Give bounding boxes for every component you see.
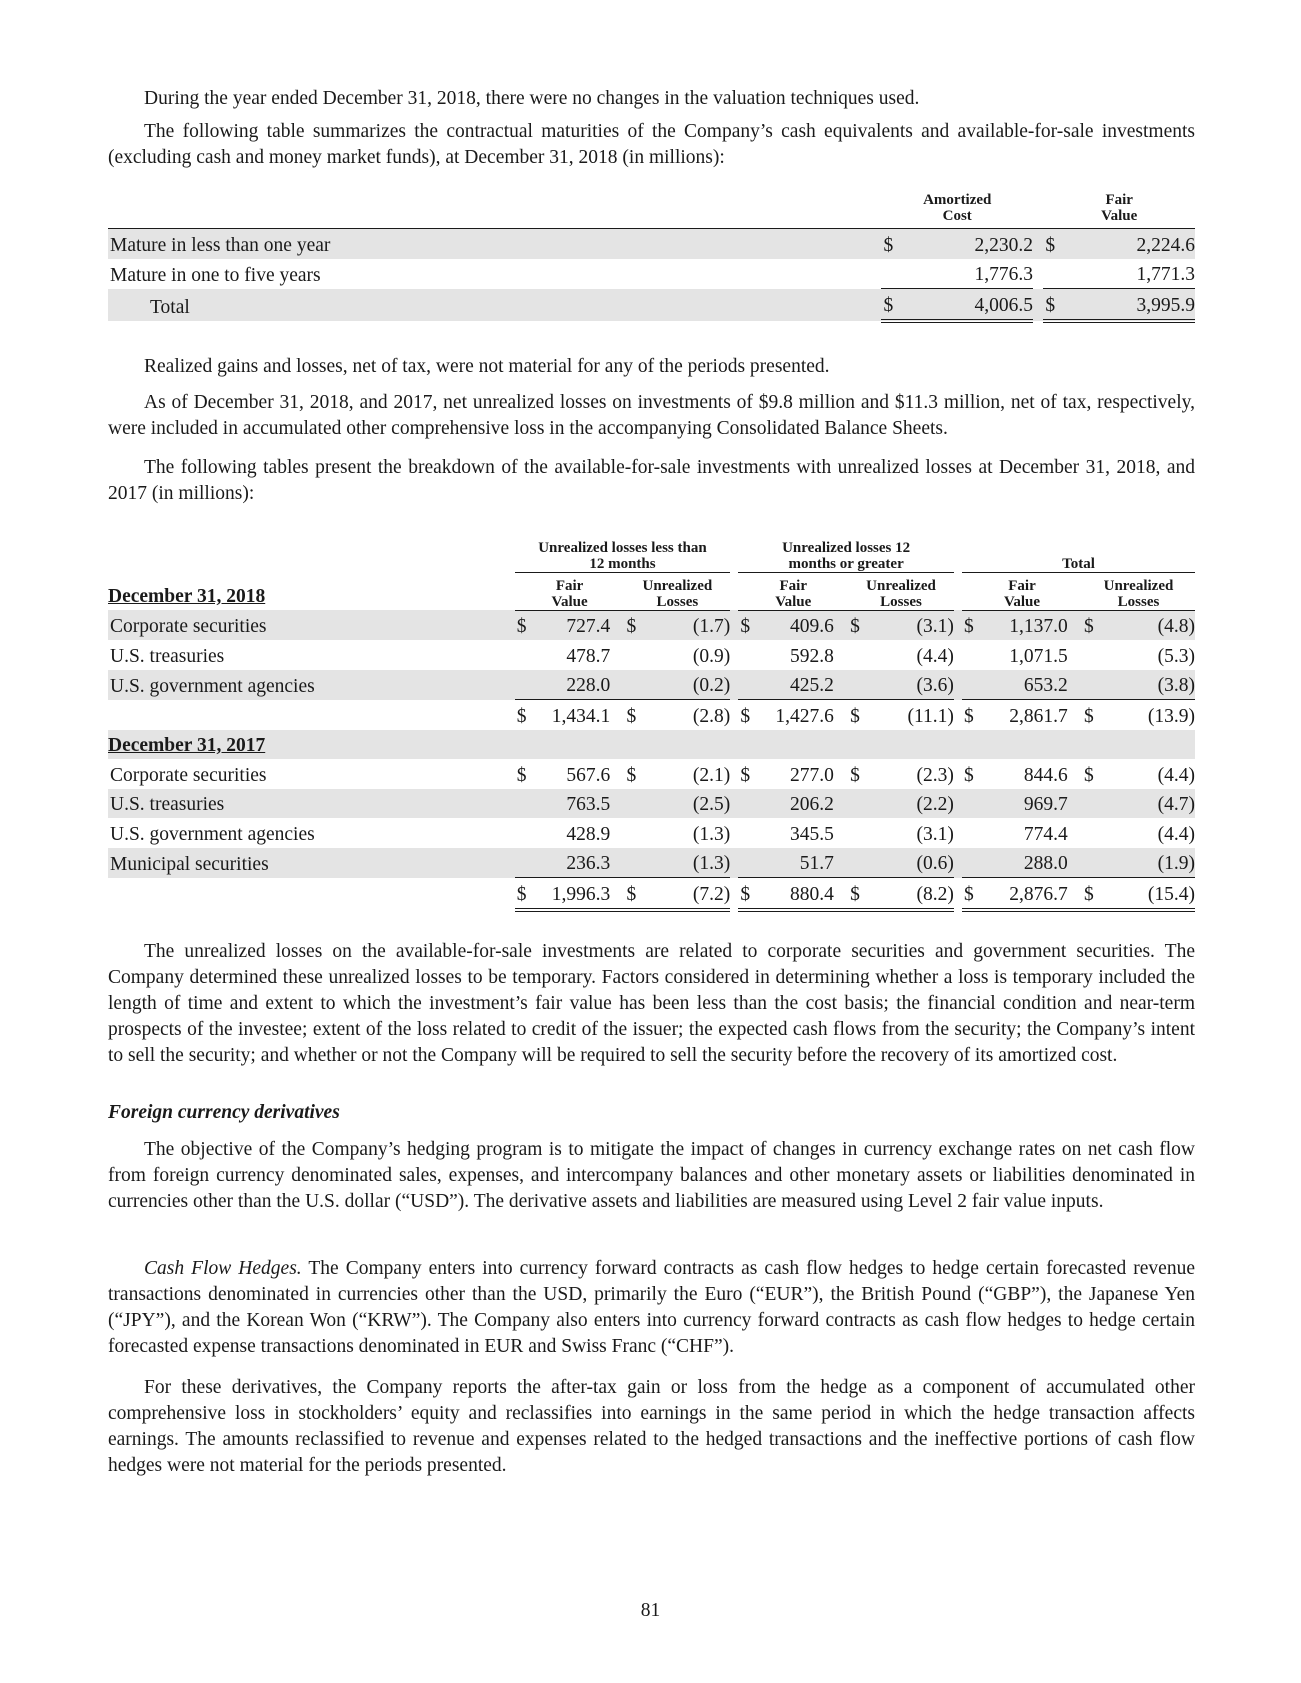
- section-title-row: [108, 730, 1195, 760]
- table-row: U.S. government agencies 228.0 (0.2) 425.2 (3.6) 653.2 (3.8): [108, 670, 1195, 700]
- section-heading-foreign-currency: Foreign currency derivatives: [108, 1102, 340, 1123]
- table-row: Corporate securities $ 727.4 $ (1.7) $ 409.6 $ (3.1) $ 1,137.0 $ (4.8): [108, 610, 1195, 640]
- table-row: Corporate securities $ 567.6 $ (2.1) $ 277.0 $ (2.3) $ 844.6 $ (4.4): [110, 764, 1195, 786]
- paragraph-breakdown-intro: The following tables present the breakdown of the available-for-sale investments with unrealized losses at December 31, 2018, and 2017 (in millions):: [108, 457, 1195, 504]
- table-row: Mature in one to five years 1,776.3 1,771.3: [110, 264, 1195, 286]
- table-total-row: $ 1,434.1 $ (2.8) $ 1,427.6 $ (11.1) $ 2,861.7 $ (13.9): [108, 700, 1195, 730]
- paragraph-unrealized-explanation: The unrealized losses on the available-for-sale investments are related to corporate securities and government securities. The Company determined these unrealized losses to be temporary. Factors considered in determining whether a loss is temporary included the length of time and extent to which the investment’s fair value has been less than the cost basis; the financial condition and near-term prospects of the investee; extent of the loss related to credit of the issuer; the expected cash flows from the security; the Company’s intent to sell the security; and whether or not the Company will be required to sell the security before the recovery of its amortized cost.: [108, 941, 1195, 1066]
- header-lt12: Unrealized losses less than 12 months: [538, 539, 707, 572]
- header-ge12: Unrealized losses 12 months or greater: [782, 539, 911, 572]
- section-title-2017: December 31, 2017: [108, 730, 515, 760]
- unrealized-body: [108, 610, 1195, 910]
- cash-flow-hedges-lead: Cash Flow Hedges.: [144, 1258, 302, 1279]
- table-row: Municipal securities 236.3 (1.3) 51.7 (0.6) 288.0 (1.9): [108, 848, 1195, 878]
- unrealized-losses-table: Unrealized losses less than 12 months Unrealized losses 12 months or greater Total December 31, 2018 Fair Value Unrealized Losses Fair Value Unrealized Losses Fair Value Unrealized Losses Corporate securities $ 727.4 $ (1.7) $ 409.6 $ (3.1) $ 1,137.0 $ (4.8) U.S. treasuries 478.7 (0.9) 592.8 (4.4) 1,071.5 (5.3) U.S. government agencies 228.0 (0.2) 425.2 (3.6) 653.2 (3.8) $ 1,434.1 $ (2.8) $ 1,427.6 $ (11.1) $ 2,861.7 $ (13.9) December 31, 2017 Corporate securities $ 567.6 $ (2.1) $ 277.0 $ (2.3) $ 844.6 $ (4.4) U.S. treasuries 763.5 (2.5) 206.2 (2.2) 969.7 (4.7) U.S. government agencies 428.9 (1.3) 345.5 (3.1) 774.4 (4.4) Municipal securities 236.3 (1.3) 51.7 (0.6) 288.0 (1.9) $ 1,996.3 $ (7.2) $ 880.4 $ (8.2) $ 2,876.7 $ (15.4): [108, 536, 1195, 912]
- table-row: U.S. government agencies 428.9 (1.3) 345.5 (3.1) 774.4 (4.4): [110, 823, 1195, 845]
- table-row: Mature in less than one year $ 2,230.2 $ 2,224.6: [108, 229, 1195, 259]
- table-row: U.S. treasuries 478.7 (0.9) 592.8 (4.4) 1,071.5 (5.3): [110, 645, 1195, 667]
- maturity-table: [108, 192, 1195, 323]
- header-total: Total: [962, 536, 1195, 572]
- paragraph-cash-flow-hedges: Cash Flow Hedges. The Company enters into currency forward contracts as cash flow hedges to hedge certain forecasted revenue transactions denominated in currencies other than the USD, primarily the Euro (“EUR”), the British Pound (“GBP”), the Japanese Yen (“JPY”), and the Korean Won (“KRW”). The Company also enters into currency forward contracts as cash flow hedges to hedge certain forecasted expense transactions denominated in EUR and Swiss Franc (“CHF”).: [108, 1258, 1195, 1357]
- paragraph-maturities-intro: The following table summarizes the contractual maturities of the Company’s cash equivalents and available-for-sale investments (excluding cash and money market funds), at December 31, 2018 (in millions):: [108, 121, 1195, 168]
- page-number: 81: [640, 1600, 661, 1621]
- table-row: U.S. treasuries 763.5 (2.5) 206.2 (2.2) 969.7 (4.7): [108, 789, 1195, 819]
- table-total-row: Total $ 4,006.5 $ 3,995.9: [108, 289, 1195, 321]
- paragraph-realized-gains: Realized gains and losses, net of tax, were not material for any of the periods presented.: [144, 356, 830, 377]
- paragraph-derivatives-reporting: For these derivatives, the Company reports the after-tax gain or loss from the hedge as a component of accumulated other comprehensive loss in stockholders’ equity and reclassifies into earnings in the same period in which the hedge transaction affects earnings. The amounts reclassified to revenue and expenses related to the hedged transactions and the ineffective portions of cash flow hedges were not material for the periods presented.: [108, 1377, 1195, 1476]
- header-fair-value: Fair Value: [1101, 192, 1138, 224]
- table-total-row: $ 1,996.3 $ (7.2) $ 880.4 $ (8.2) $ 2,876.7 $ (15.4): [108, 878, 1195, 910]
- paragraph-net-unrealized: As of December 31, 2018, and 2017, net unrealized losses on investments of $9.8 million and $11.3 million, net of tax, respectively, were included in accumulated other comprehensive loss in the accompanying Consolidated Balance Sheets.: [108, 392, 1195, 439]
- paragraph-hedging-objective: The objective of the Company’s hedging program is to mitigate the impact of changes in currency exchange rates on net cash flow from foreign currency denominated sales, expenses, and intercompany balances and other monetary assets or liabilities denominated in currencies other than the U.S. dollar (“USD”). The derivative assets and liabilities are measured using Level 2 fair value inputs.: [108, 1139, 1195, 1212]
- header-amortized-cost: Amortized Cost: [923, 192, 992, 224]
- section-title-2018: December 31, 2018: [108, 586, 266, 607]
- paragraph-valuation: During the year ended December 31, 2018, there were no changes in the valuation techniques used.: [144, 88, 920, 109]
